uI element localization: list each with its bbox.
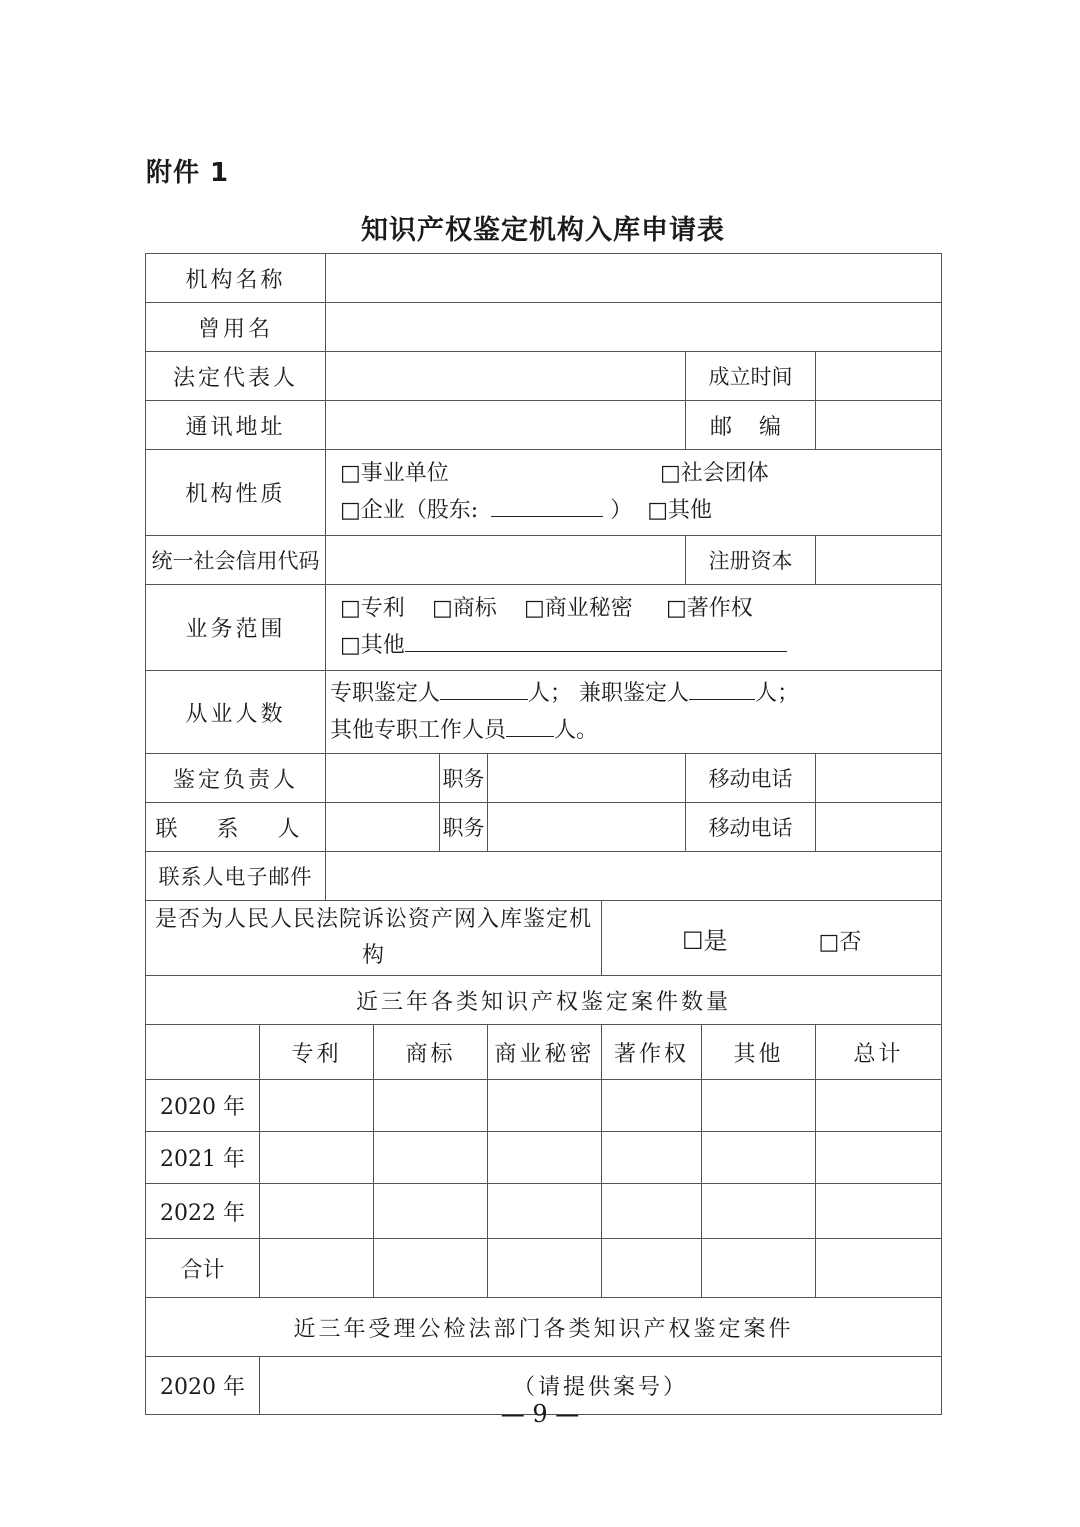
contact-position-label: 职务 [440,803,488,852]
org-type-other-checkbox[interactable]: □其他 [647,498,713,523]
case-cell[interactable] [488,1080,602,1132]
case-cell[interactable] [260,1132,374,1184]
col-total: 总计 [816,1025,942,1080]
other-staff-label: 其他专职工作人员 [330,718,507,743]
fulltime-label: 专职鉴定人 [330,681,441,706]
cases-corner-cell [146,1025,260,1080]
contact-email-label: 联系人电子邮件 [146,852,326,901]
org-type-options [326,450,942,536]
case-cell[interactable] [702,1080,816,1132]
org-type-public-inst-checkbox[interactable]: □事业单位 [340,461,449,486]
cases-heading: 近三年各类知识产权鉴定案件数量 [146,976,942,1025]
enterprise-close-paren: ） [610,498,633,523]
postcode-label: 邮 编 [686,401,816,450]
appraisal-head-mobile-label: 移动电话 [686,754,816,803]
contact-label: 联 系 人 [146,803,326,852]
postcode-field[interactable] [816,401,942,450]
parttime-count-blank[interactable] [689,675,755,700]
scope-trademark-checkbox[interactable]: □商标 [432,596,497,621]
case-cell[interactable] [374,1080,488,1132]
founded-label: 成立时间 [686,352,816,401]
other-staff-count-blank[interactable] [506,712,554,737]
credit-code-label: 统一社会信用代码 [146,536,326,585]
org-type-social-org-checkbox[interactable]: □社会团体 [660,461,769,486]
case-cell[interactable] [374,1239,488,1298]
former-name-field[interactable] [326,303,942,352]
contact-email-field[interactable] [326,852,942,901]
case-number-field[interactable]: （请提供案号） [260,1357,942,1415]
parttime-unit: 人； [755,681,800,706]
staff-count-label: 从业人数 [146,671,326,754]
fulltime-unit: 人； [528,681,573,706]
attachment-label: 附件 1 [146,158,230,188]
case-cell[interactable] [488,1184,602,1239]
org-type-enterprise-checkbox[interactable]: □企业（股东: [340,498,479,523]
contact-position-field[interactable] [488,803,686,852]
case-cell[interactable] [602,1132,702,1184]
court-registry-question: 是否为人民人民法院诉讼资产网入库鉴定机构 [146,901,602,976]
case-cell[interactable] [816,1184,942,1239]
court-yes-checkbox[interactable]: ☐是 [682,926,728,955]
case-cell[interactable] [816,1080,942,1132]
contact-mobile-label: 移动电话 [686,803,816,852]
scope-other-blank[interactable] [405,627,787,652]
address-label: 通讯地址 [146,401,326,450]
reg-capital-label: 注册资本 [686,536,816,585]
col-patent: 专利 [260,1025,374,1080]
org-name-label: 机构名称 [146,254,326,303]
scope-copyright-checkbox[interactable]: □著作权 [666,596,753,621]
case-cell[interactable] [260,1184,374,1239]
court-registry-answer [602,901,942,976]
scope-patent-checkbox[interactable]: □专利 [340,596,405,621]
address-field[interactable] [326,401,686,450]
appraisal-head-field[interactable] [326,754,440,803]
contact-mobile-field[interactable] [816,803,942,852]
case-cell[interactable] [260,1239,374,1298]
case-cell[interactable] [602,1080,702,1132]
case-cell[interactable] [602,1184,702,1239]
page-number: — 9 — [500,1400,580,1428]
case-cell[interactable] [374,1132,488,1184]
business-scope-options [326,585,942,671]
org-name-field[interactable] [326,254,942,303]
case-cell[interactable] [816,1239,942,1298]
case-row-label: 2020 年 [146,1080,260,1132]
case-row-label: 2021 年 [146,1132,260,1184]
scope-trade-secret-checkbox[interactable]: □商业秘密 [524,596,633,621]
court-no-checkbox[interactable]: □否 [818,929,862,955]
contact-field[interactable] [326,803,440,852]
case-cell[interactable] [374,1184,488,1239]
org-type-label: 机构性质 [146,450,326,536]
credit-code-field[interactable] [326,536,686,585]
other-staff-unit: 人。 [554,718,599,743]
col-copyright: 著作权 [602,1025,702,1080]
col-trademark: 商标 [374,1025,488,1080]
former-name-label: 曾用名 [146,303,326,352]
case-cell[interactable] [488,1239,602,1298]
public-cases-heading: 近三年受理公检法部门各类知识产权鉴定案件 [146,1298,942,1357]
case-cell[interactable] [702,1184,816,1239]
appraisal-head-label: 鉴定负责人 [146,754,326,803]
case-cell[interactable] [702,1132,816,1184]
public-case-year-label: 2020 年 [146,1357,260,1415]
fulltime-count-blank[interactable] [440,675,528,700]
case-row-total-label: 合计 [146,1239,260,1298]
case-cell[interactable] [260,1080,374,1132]
col-trade-secret: 商业秘密 [488,1025,602,1080]
parttime-label: 兼职鉴定人 [579,681,690,706]
case-cell[interactable] [702,1239,816,1298]
application-form-table [145,253,942,1415]
case-cell[interactable] [816,1132,942,1184]
appraisal-head-mobile-field[interactable] [816,754,942,803]
appraisal-head-position-label: 职务 [440,754,488,803]
case-cell[interactable] [488,1132,602,1184]
business-scope-label: 业务范围 [146,585,326,671]
staff-count-fields [326,671,942,754]
case-cell[interactable] [602,1239,702,1298]
case-row-label: 2022 年 [146,1184,260,1239]
col-other: 其他 [702,1025,816,1080]
legal-rep-field[interactable] [326,352,686,401]
founded-field[interactable] [816,352,942,401]
scope-other-checkbox[interactable]: □其他 [340,633,405,658]
form-title: 知识产权鉴定机构入库申请表 [361,215,725,246]
shareholder-blank[interactable] [491,492,603,517]
legal-rep-label: 法定代表人 [146,352,326,401]
reg-capital-field[interactable] [816,536,942,585]
appraisal-head-position-field[interactable] [488,754,686,803]
